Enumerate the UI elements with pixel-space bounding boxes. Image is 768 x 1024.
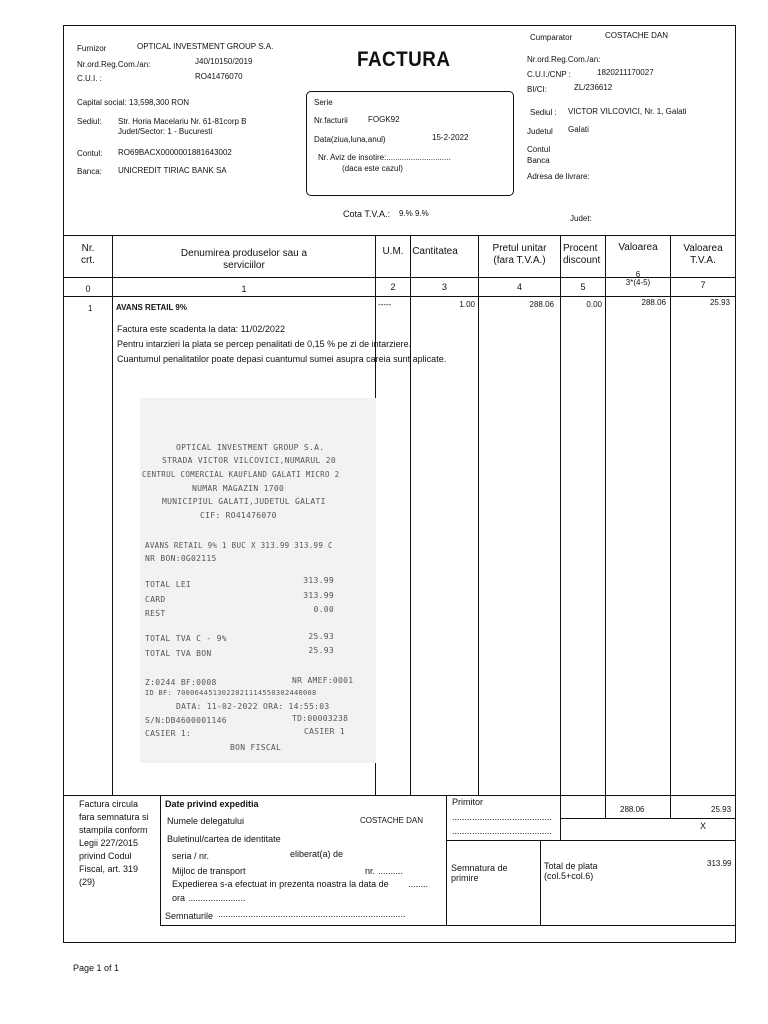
receipt-total-lei: TOTAL LEI bbox=[145, 580, 192, 589]
ora-label: ora bbox=[172, 893, 186, 903]
delegat-label: Numele delegatului bbox=[167, 816, 245, 826]
receipt-line: NR BON:0G02115 bbox=[145, 554, 217, 563]
receipt-line: MUNICIPIUL GALATI,JUDETUL GALATI bbox=[162, 497, 326, 506]
row-qty: 1.00 bbox=[459, 300, 475, 309]
serie-label: Serie bbox=[314, 98, 333, 107]
header-tva: Valoarea T.V.A. bbox=[683, 243, 723, 266]
receipt-td: TD:00003238 bbox=[292, 714, 349, 723]
table-colnum-line bbox=[63, 296, 736, 297]
receipt-rest-val: 0.00 bbox=[313, 605, 334, 614]
frame-bottom bbox=[63, 942, 736, 943]
x-mark: X bbox=[700, 821, 707, 831]
colnum-1: 1 bbox=[241, 284, 247, 294]
frame-left bbox=[63, 25, 64, 943]
col-divider bbox=[410, 235, 411, 795]
total-plata-label: Total de plata (col.5+col.6) bbox=[544, 861, 598, 882]
row-nr: 1 bbox=[88, 304, 93, 313]
row-price: 288.06 bbox=[529, 300, 554, 309]
delegat-name: COSTACHE DAN bbox=[360, 816, 423, 825]
supplier-cui: RO41476070 bbox=[195, 72, 243, 81]
buyer-sediul-label: Sediul : bbox=[530, 108, 557, 117]
row-tva: 25.93 bbox=[709, 298, 730, 307]
receipt-bon-fiscal: BON FISCAL bbox=[230, 743, 282, 752]
expedierea-dots: ........ bbox=[408, 879, 429, 889]
note-scadenta: Factura este scadenta la data: 11/02/2022 bbox=[117, 324, 285, 334]
aviz-label: Nr. Aviz de insotire:............................. bbox=[318, 153, 451, 162]
total-tva: 25.93 bbox=[711, 805, 732, 814]
row-value: 288.06 bbox=[641, 298, 666, 307]
colnum-4: 4 bbox=[516, 282, 522, 292]
row-name: AVANS RETAIL 9% bbox=[116, 303, 187, 312]
supplier-capital: Capital social: 13,598,300 RON bbox=[77, 98, 190, 107]
row-um: ----- bbox=[378, 300, 392, 309]
primitor-label: Primitor bbox=[452, 797, 483, 807]
col-divider bbox=[112, 235, 113, 795]
cota-tva-label: Cota T.V.A.: bbox=[343, 209, 391, 219]
receipt-card: CARD bbox=[145, 595, 166, 604]
footer-divider bbox=[670, 795, 671, 818]
circula-line: (29) bbox=[79, 877, 96, 887]
receipt-line: OPTICAL INVESTMENT GROUP S.A. bbox=[176, 443, 325, 452]
colnum-7: 7 bbox=[700, 280, 706, 290]
supplier-reg-label: Nr.ord.Reg.Com./an: bbox=[77, 60, 151, 69]
page-number: Page 1 of 1 bbox=[73, 963, 120, 973]
receipt-line: NUMAR MAGAZIN 1700 bbox=[192, 484, 285, 493]
receipt-sn: S/N:DB4600001146 bbox=[145, 716, 227, 725]
footer-divider bbox=[446, 795, 447, 925]
circula-line: fara semnatura si bbox=[79, 812, 149, 822]
receipt-tva-bon: TOTAL TVA BON bbox=[145, 649, 212, 658]
receipt-z: Z:0244 BF:0008 bbox=[145, 678, 217, 687]
buyer-judetul-label: Judetul bbox=[527, 127, 553, 136]
expedierea-label: Expedierea s-a efectuat in prezenta noastra la data de bbox=[172, 879, 389, 889]
ora-dots: ....................... bbox=[188, 893, 246, 903]
circula-line: stampila conform bbox=[79, 825, 148, 835]
footer-divider bbox=[560, 818, 736, 819]
circula-line: Factura circula bbox=[79, 799, 139, 809]
cota-tva-value: 9.% 9.% bbox=[399, 209, 429, 218]
col-divider bbox=[670, 235, 671, 795]
buyer-bi-label: BI/CI: bbox=[527, 85, 548, 94]
buyer-label: Cumparator bbox=[530, 33, 573, 42]
receipt-tva-bon-val: 25.93 bbox=[308, 646, 334, 655]
primitor-dots: ........................................ bbox=[452, 812, 553, 822]
header-pret: Pretul unitar (fara T.V.A.) bbox=[492, 243, 547, 266]
aviz-note: (daca este cazul) bbox=[342, 164, 403, 173]
table-bottom-line bbox=[63, 795, 736, 796]
supplier-banca: UNICREDIT TIRIAC BANK SA bbox=[118, 166, 227, 175]
receipt-image bbox=[140, 398, 376, 763]
header-discount: Procent discount bbox=[563, 243, 601, 266]
eliberat-label: eliberat(a) de bbox=[290, 849, 344, 859]
receipt-date: DATA: 11-02-2022 ORA: 14:55:03 bbox=[176, 702, 330, 711]
receipt-line: CIF: RO41476070 bbox=[200, 511, 277, 520]
receipt-id: ID BF: 7000644513022021114550302440008 bbox=[145, 689, 317, 697]
col-divider bbox=[605, 235, 606, 795]
footer-divider bbox=[540, 840, 541, 925]
frame-right bbox=[735, 25, 736, 943]
receipt-line: AVANS RETAIL 9% 1 BUC X 313.99 313.99 C bbox=[145, 541, 333, 550]
supplier-sediul-1: Str. Horia Macelariu Nr. 61-81corp B bbox=[118, 117, 247, 126]
row-discount: 0.00 bbox=[586, 300, 602, 309]
receipt-line: CENTRUL COMERCIAL KAUFLAND GALATI MICRO 2 bbox=[142, 470, 340, 479]
buyer-livrare-label: Adresa de livrare: bbox=[527, 172, 590, 181]
buletin-label: Buletinul/cartea de identitate bbox=[167, 834, 281, 844]
supplier-contul: RO69BACX0000001881643002 bbox=[118, 148, 232, 157]
buyer-name: COSTACHE DAN bbox=[605, 31, 668, 40]
colnum-0: 0 bbox=[85, 284, 91, 294]
invoice-date: 15-2-2022 bbox=[432, 133, 469, 142]
invoice-nr-label: Nr.facturii bbox=[314, 116, 348, 125]
colnum-6: 6 3*(4-5) bbox=[625, 270, 651, 288]
supplier-sediul-label: Sediul: bbox=[77, 117, 102, 126]
note-cuantum: Cuantumul penalitatilor poate depasi cuantumul sumei asupra careia sunt aplicate. bbox=[117, 354, 447, 364]
frame-top bbox=[63, 25, 736, 26]
document-title: FACTURA bbox=[357, 48, 451, 71]
receipt-casier-2: CASIER 1 bbox=[304, 727, 345, 736]
footer-divider bbox=[560, 795, 561, 840]
circula-line: Fiscal, art. 319 bbox=[79, 864, 139, 874]
supplier-cui-label: C.U.I. : bbox=[77, 74, 102, 83]
semnaturile-label: Semnaturile bbox=[165, 911, 214, 921]
buyer-sediul: VICTOR VILCOVICI, Nr. 1, Galati bbox=[568, 107, 687, 116]
receipt-tva-c: TOTAL TVA C - 9% bbox=[145, 634, 227, 643]
table-top-line bbox=[63, 235, 736, 236]
supplier-reg: J40/10150/2019 bbox=[195, 57, 253, 66]
supplier-label: Furnizor bbox=[77, 44, 107, 53]
col-divider bbox=[478, 235, 479, 795]
colnum-3: 3 bbox=[441, 282, 447, 292]
invoice-nr: FOGK92 bbox=[368, 115, 400, 124]
header-denumire: Denumirea produselor sau a serviciilor bbox=[180, 248, 308, 271]
receipt-rest: REST bbox=[145, 609, 166, 618]
buyer-cnp-label: C.U.I./CNP : bbox=[527, 70, 571, 79]
col-divider bbox=[560, 235, 561, 795]
semnatura-primire: Semnatura de primire bbox=[451, 863, 508, 884]
footer-divider bbox=[605, 795, 606, 818]
invoice-date-label: Data(ziua,luna,anul) bbox=[314, 135, 386, 144]
supplier-banca-label: Banca: bbox=[77, 167, 102, 176]
receipt-line: STRADA VICTOR VILCOVICI,NUMARUL 20 bbox=[162, 456, 336, 465]
supplier-sediul-2: Judet/Sector: 1 - Bucuresti bbox=[118, 127, 213, 136]
buyer-cnp: 1820211170027 bbox=[597, 68, 654, 77]
footer-bottom-line bbox=[160, 925, 736, 926]
receipt-casier-1: CASIER 1: bbox=[145, 729, 192, 738]
receipt-amef: NR AMEF:0001 bbox=[292, 676, 354, 685]
supplier-contul-label: Contul: bbox=[77, 149, 103, 158]
circula-line: privind Codul bbox=[79, 851, 132, 861]
colnum-5: 5 bbox=[580, 282, 586, 292]
primitor-dots: ........................................ bbox=[452, 826, 553, 836]
buyer-reg-label: Nr.ord.Reg.Com./an: bbox=[527, 55, 601, 64]
header-valoarea: Valoarea bbox=[618, 242, 658, 253]
total-valoare: 288.06 bbox=[620, 805, 645, 814]
colnum-2: 2 bbox=[390, 282, 396, 292]
buyer-contul-label: Contul bbox=[527, 145, 551, 154]
semnaturile-dots: ........................................................................... bbox=[218, 909, 406, 919]
buyer-judet-label: Judet: bbox=[570, 214, 592, 223]
supplier-name: OPTICAL INVESTMENT GROUP S.A. bbox=[137, 42, 274, 51]
buyer-banca-label: Banca bbox=[527, 156, 550, 165]
header-um: U.M. bbox=[382, 246, 404, 257]
circula-line: Legii 227/2015 bbox=[79, 838, 139, 848]
header-nr: Nr. crt. bbox=[81, 243, 95, 266]
receipt-card-val: 313.99 bbox=[303, 591, 334, 600]
mijloc-nr-label: nr. bbox=[365, 866, 376, 876]
mijloc-nr-dots: .......... bbox=[378, 866, 404, 876]
serie-nr-label: seria / nr. bbox=[172, 851, 210, 861]
footer-divider bbox=[160, 795, 161, 925]
total-plata: 313.99 bbox=[707, 859, 732, 868]
expeditia-title: Date privind expeditia bbox=[165, 799, 259, 809]
receipt-total-lei-val: 313.99 bbox=[303, 576, 334, 585]
buyer-judetul: Galati bbox=[568, 125, 589, 134]
footer-divider bbox=[446, 840, 736, 841]
header-cantitatea: Cantitatea bbox=[412, 246, 458, 257]
buyer-bi: ZL/236612 bbox=[574, 83, 613, 92]
receipt-tva-c-val: 25.93 bbox=[308, 632, 334, 641]
mijloc-label: Mijloc de transport bbox=[172, 866, 246, 876]
note-penalitati: Pentru intarzieri la plata se percep penalitati de 0,15 % pe zi de intarziere. bbox=[117, 339, 412, 349]
